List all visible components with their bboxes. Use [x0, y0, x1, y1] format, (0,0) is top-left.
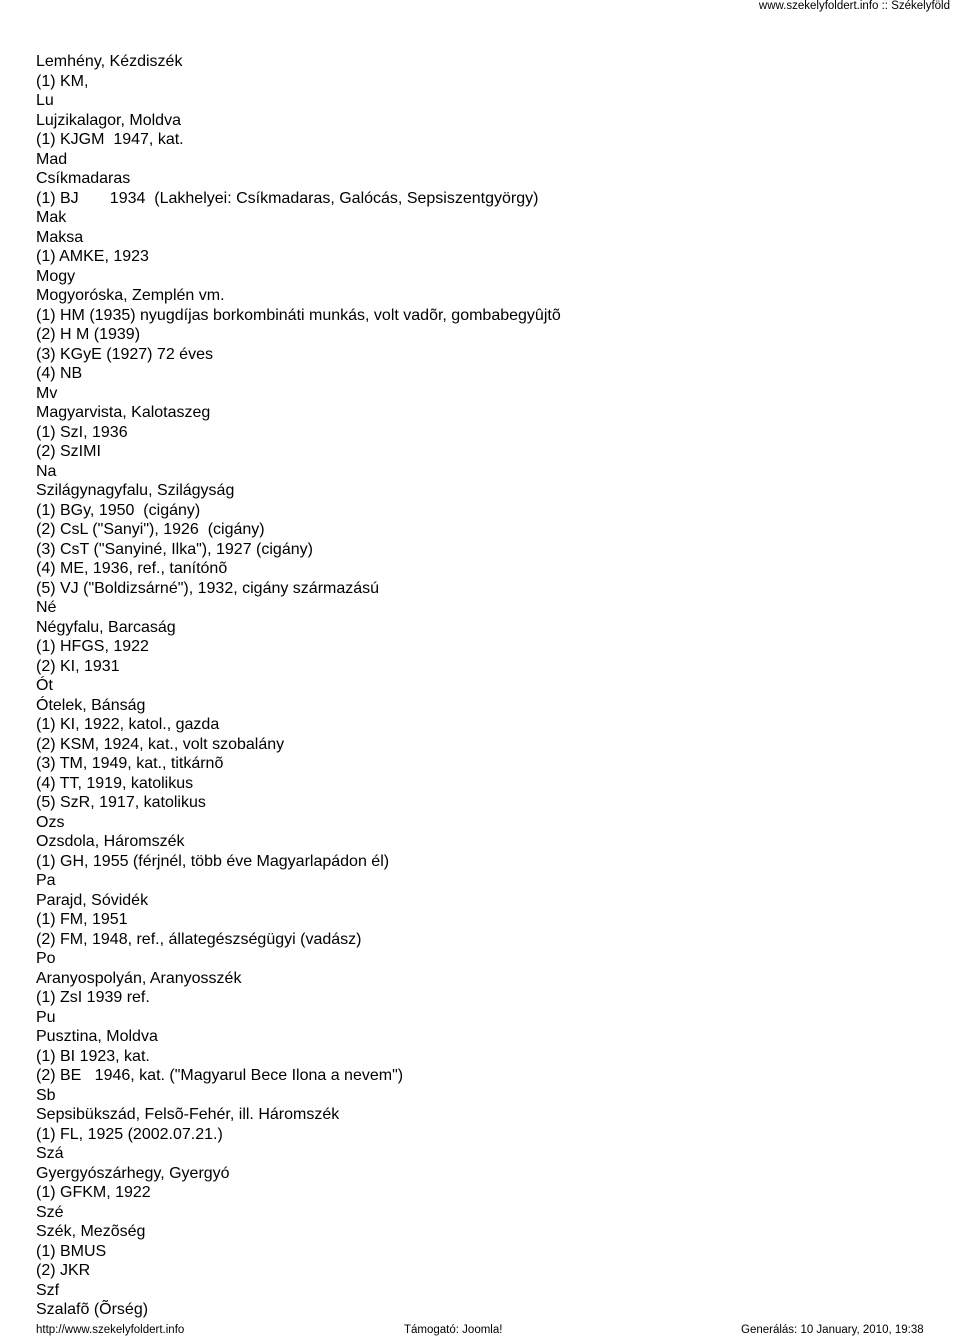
footer-generated-timestamp: Generálás: 10 January, 2010, 19:38 [741, 1324, 924, 1336]
text-line: (1) ZsI 1939 ref. [36, 989, 150, 1006]
text-line: (1) KI, 1922, katol., gazda [36, 716, 220, 733]
text-line: Szilágynagyfalu, Szilágyság [36, 482, 235, 499]
text-line: (2) FM, 1948, ref., állategészségügyi (vadász) [36, 930, 362, 948]
text-line: (1) BI 1923, kat. [36, 1047, 150, 1065]
text-line: (1) GH, 1955 (férjnél, több éve Magyarlapádon él) [36, 852, 390, 870]
text-line: (4) NB [36, 365, 83, 382]
text-line: (4) TT, 1919, katolikus [36, 774, 194, 792]
text-line: Maksa [36, 228, 84, 246]
text-line: Mogy [36, 267, 76, 285]
text-line: Ót [36, 677, 53, 694]
text-line: Szf [36, 1281, 60, 1299]
text-line: Pa [36, 872, 56, 889]
text-line: Lemhény, Kézdiszék [36, 53, 183, 70]
text-line: Négyfalu, Barcaság [36, 618, 176, 636]
text-line: (1) AMKE, 1923 [36, 248, 149, 265]
text-line: (1) GFKM, 1922 [36, 1184, 151, 1201]
text-line: (3) KGyE (1927) 72 éves [36, 345, 213, 363]
text-line: Mogyoróska, Zemplén vm. [36, 287, 225, 304]
text-line: Szalafõ (Õrség) [36, 1301, 149, 1318]
text-line: (3) CsT ("Sanyiné, Ilka"), 1927 (cigány) [36, 540, 313, 558]
text-line: Szá [36, 1145, 64, 1162]
text-line: Pusztina, Moldva [36, 1028, 158, 1045]
text-line: Mad [36, 150, 68, 168]
text-line: (1) FL, 1925 (2002.07.21.) [36, 1125, 223, 1143]
page-footer [0, 1322, 960, 1338]
text-line: Ozs [36, 813, 65, 831]
text-line: (2) KI, 1931 [36, 657, 120, 675]
text-line: (5) SzR, 1917, katolikus [36, 794, 206, 811]
text-line: (1) BGy, 1950 (cigány) [36, 501, 201, 519]
text-line: Ozsdola, Háromszék [36, 833, 185, 850]
text-line: Szé [36, 1203, 64, 1221]
text-line: Lu [36, 92, 54, 109]
text-line: Csíkmadaras [36, 170, 131, 187]
text-line: (1) KJGM 1947, kat. [36, 131, 184, 148]
text-line: (5) VJ ("Boldizsárné"), 1932, cigány származású [36, 579, 380, 597]
site-title: www.szekelyfoldert.info :: Székelyföld [758, 0, 950, 12]
text-line: Mv [36, 384, 58, 402]
page-header [759, 0, 950, 13]
text-line: (1) HM (1935) nyugdíjas borkombináti munkás, volt vadõr, gombabegyûjtõ [36, 306, 561, 324]
text-line: (4) ME, 1936, ref., tanítónõ [36, 560, 228, 577]
text-line: (1) FM, 1951 [36, 911, 128, 928]
text-line: Mak [36, 209, 67, 226]
text-line: Aranyospolyán, Aranyosszék [36, 969, 242, 987]
text-line: (2) H M (1939) [36, 326, 141, 343]
text-line: (2) SzIMI [36, 443, 101, 460]
text-line: (1) HFGS, 1922 [36, 638, 149, 655]
footer-url-link[interactable]: http://www.szekelyfoldert.info [36, 1324, 185, 1336]
text-line: Na [36, 462, 57, 480]
text-line: (1) BJ 1934 (Lakhelyei: Csíkmadaras, Galócás, Sepsiszentgyörgy) [36, 189, 539, 207]
text-line: Sepsibükszád, Felsõ-Fehér, ill. Háromszék [36, 1106, 340, 1123]
text-line: Né [36, 599, 57, 616]
text-line: (1) KM, [36, 72, 89, 90]
footer-support-text: Támogató: Joomla! [404, 1324, 503, 1336]
text-line: Szék, Mezõség [36, 1223, 146, 1240]
text-line: Po [36, 950, 56, 967]
text-line: Ótelek, Bánság [36, 696, 146, 714]
text-line: Pu [36, 1008, 56, 1026]
text-line: (2) JKR [36, 1262, 91, 1279]
text-line: Lujzikalagor, Moldva [36, 111, 181, 129]
text-line: Magyarvista, Kalotaszeg [36, 404, 211, 421]
text-line: (1) SzI, 1936 [36, 423, 128, 441]
document-body [36, 52, 940, 1320]
text-line: (2) KSM, 1924, kat., volt szobalány [36, 735, 285, 753]
text-line: (2) CsL ("Sanyi"), 1926 (cigány) [36, 521, 265, 538]
text-line: (3) TM, 1949, kat., titkárnõ [36, 755, 224, 772]
text-line: Sb [36, 1086, 56, 1104]
text-line: (2) BE 1946, kat. ("Magyarul Bece Ilona a nevem") [36, 1067, 404, 1084]
text-line: Gyergyószárhegy, Gyergyó [36, 1164, 230, 1182]
text-line: Parajd, Sóvidék [36, 891, 149, 909]
text-line: (1) BMUS [36, 1242, 107, 1260]
